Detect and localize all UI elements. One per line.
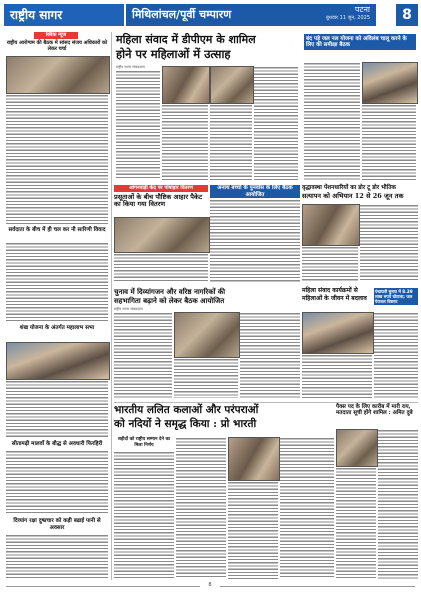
story-three-photo	[174, 312, 240, 358]
right-top-story	[302, 32, 418, 182]
story-four-photo	[302, 312, 374, 354]
left-text-1	[6, 94, 108, 224]
bottom-headline-line2: को नदियों ने समृद्ध किया : प्रो भारती	[114, 418, 257, 430]
mid-left-headline: प्रसूताओं के बीच पौष्टिक आहार पैकेट का किया गया वितरण	[114, 193, 203, 208]
footer-page-number: 8	[200, 582, 220, 590]
left-headline-2: सर्वदाता के बीच में ही चल कर नौ सारिणी विवाद	[8, 227, 106, 233]
story-four-text	[302, 354, 372, 398]
main-photo-1	[162, 66, 210, 104]
bottom-photo	[228, 437, 280, 481]
story-three-text-3	[240, 312, 300, 398]
section-title: मिथिलांचल/पूर्वी चम्पारण	[126, 4, 376, 26]
right-box-headline: पंचायती चुनाव में 8.39 लाख रुपये घोटाला; जल पेयजल विस्तार	[374, 288, 418, 305]
left-text-3	[6, 380, 108, 438]
left-headline-3: शंख योजना के अंतर्गत महालाभ सभा	[19, 325, 95, 331]
mid-left-tag: आंगनवाड़ी केंद्र पर पोषाहार वितरण	[114, 185, 208, 192]
bottom-sub-headline: शहीदों को राष्ट्रीय सम्मान देने का मिला निर्णय	[117, 437, 171, 448]
quick-news-label: क्विक न्यूज	[34, 32, 78, 39]
main-text-col1	[116, 70, 160, 180]
mid-right-headline-line2: सत्यापन को अभियान 12 से 26 जून तक	[302, 192, 404, 200]
story-three-text-1	[114, 312, 172, 398]
edition-date: बुधवार 11 जून, 2025	[326, 15, 370, 21]
bottom-text-1	[114, 451, 174, 579]
story-four-headline-line2: महिलाओं के जीवन में बदलाव	[302, 295, 367, 302]
story-four	[302, 288, 372, 400]
left-column	[4, 32, 110, 580]
right-top-text-2	[362, 104, 416, 180]
bottom-text-4	[280, 437, 334, 579]
bottom-text-2	[176, 437, 226, 579]
bottom-right-headline: पैक्स पद के लिए कारीब में मारी राय, मतदाता सूची होंगे शामिल : अमित दुबे	[336, 404, 413, 416]
right-top-headline: बंद पड़े जल नल योजना को अविलंब चालू करने के लिए की समीक्षा बैठक	[304, 34, 416, 50]
main-headline-line1: महिला संवाद में डीपीएम के शामिल	[116, 33, 256, 46]
mid-right-text-2	[360, 204, 418, 282]
bottom-right-text-1	[336, 467, 376, 579]
left-headline-4: सीतामढ़ी मालवाँ के बौद्ध से अवधारी फिरहिरी	[11, 441, 103, 447]
horizontal-divider	[114, 402, 418, 403]
bottom-right-photo	[336, 429, 378, 467]
bottom-story	[114, 405, 334, 580]
bottom-right-story	[336, 405, 418, 580]
bottom-headline-line1: भारतीय ललित कलाओं और परंपराओं	[114, 404, 259, 416]
mid-col2-headline: अनाथ बच्चों के पुनर्वास के लिए बैठक आयोजित	[210, 185, 300, 198]
mid-left-photo	[114, 217, 210, 253]
mid-left-story	[114, 185, 208, 285]
left-headline-1: राष्ट्रीय आरोग्यम की बैठक में सांसद संजय अधिकारों को लेकर चर्चा	[6, 40, 108, 52]
mid-col2-story	[210, 185, 300, 285]
main-headline-line2: होने पर महिलाओं में उत्साह	[116, 47, 231, 61]
story-three-headline-line1: चुनाव में दिव्यांगजन और वरिष्ठ नागरिकों की	[114, 287, 226, 296]
story-three	[114, 288, 300, 400]
right-top-photo	[362, 62, 418, 104]
mid-col2-text	[210, 199, 300, 283]
newspaper-logo: राष्ट्रीय सागर	[4, 4, 124, 26]
left-headline-5: दिव्यांग रक्षा दुष्प्रचार को कड़ी बढाई पानी से अवसार	[13, 518, 101, 531]
bottom-right-text-2	[378, 429, 418, 579]
left-photo-2	[6, 342, 110, 380]
main-photo-2	[210, 66, 254, 104]
masthead	[0, 0, 421, 30]
column-divider	[111, 32, 112, 580]
bottom-text-3	[228, 481, 278, 579]
left-text-4	[6, 450, 108, 515]
right-box-text	[374, 312, 418, 398]
story-three-headline-line2: सहभागिता बढ़ाने को लेकर बैठक आयोजित	[114, 296, 225, 305]
mid-left-text	[114, 253, 208, 283]
main-text-col2	[162, 104, 208, 180]
main-text-col4	[254, 66, 298, 180]
story-three-text-2	[174, 358, 238, 398]
left-text-5	[6, 534, 108, 578]
mid-right-body	[302, 204, 418, 284]
left-text-2	[6, 242, 108, 322]
main-byline: राष्ट्रीय सागर संवाददाता	[116, 65, 145, 69]
story-three-byline: राष्ट्रीय सागर संवाददाता	[114, 307, 143, 311]
story-four-headline-line1: महिला संवाद कार्यक्रमों से	[302, 287, 358, 294]
main-text-col3	[210, 104, 252, 180]
right-top-text-1	[304, 62, 360, 180]
page-number-badge: 8	[396, 4, 418, 26]
left-photo-1	[6, 56, 110, 94]
mid-right-headline-line1: वृद्धावस्था पेंशनधारियों का डोर टू डोर भौतिक	[302, 185, 396, 191]
mid-right-text-1	[302, 246, 358, 282]
edition-city: पटना	[354, 5, 370, 14]
main-story	[114, 32, 300, 182]
mid-right-photo	[302, 204, 360, 246]
right-box	[374, 288, 418, 400]
